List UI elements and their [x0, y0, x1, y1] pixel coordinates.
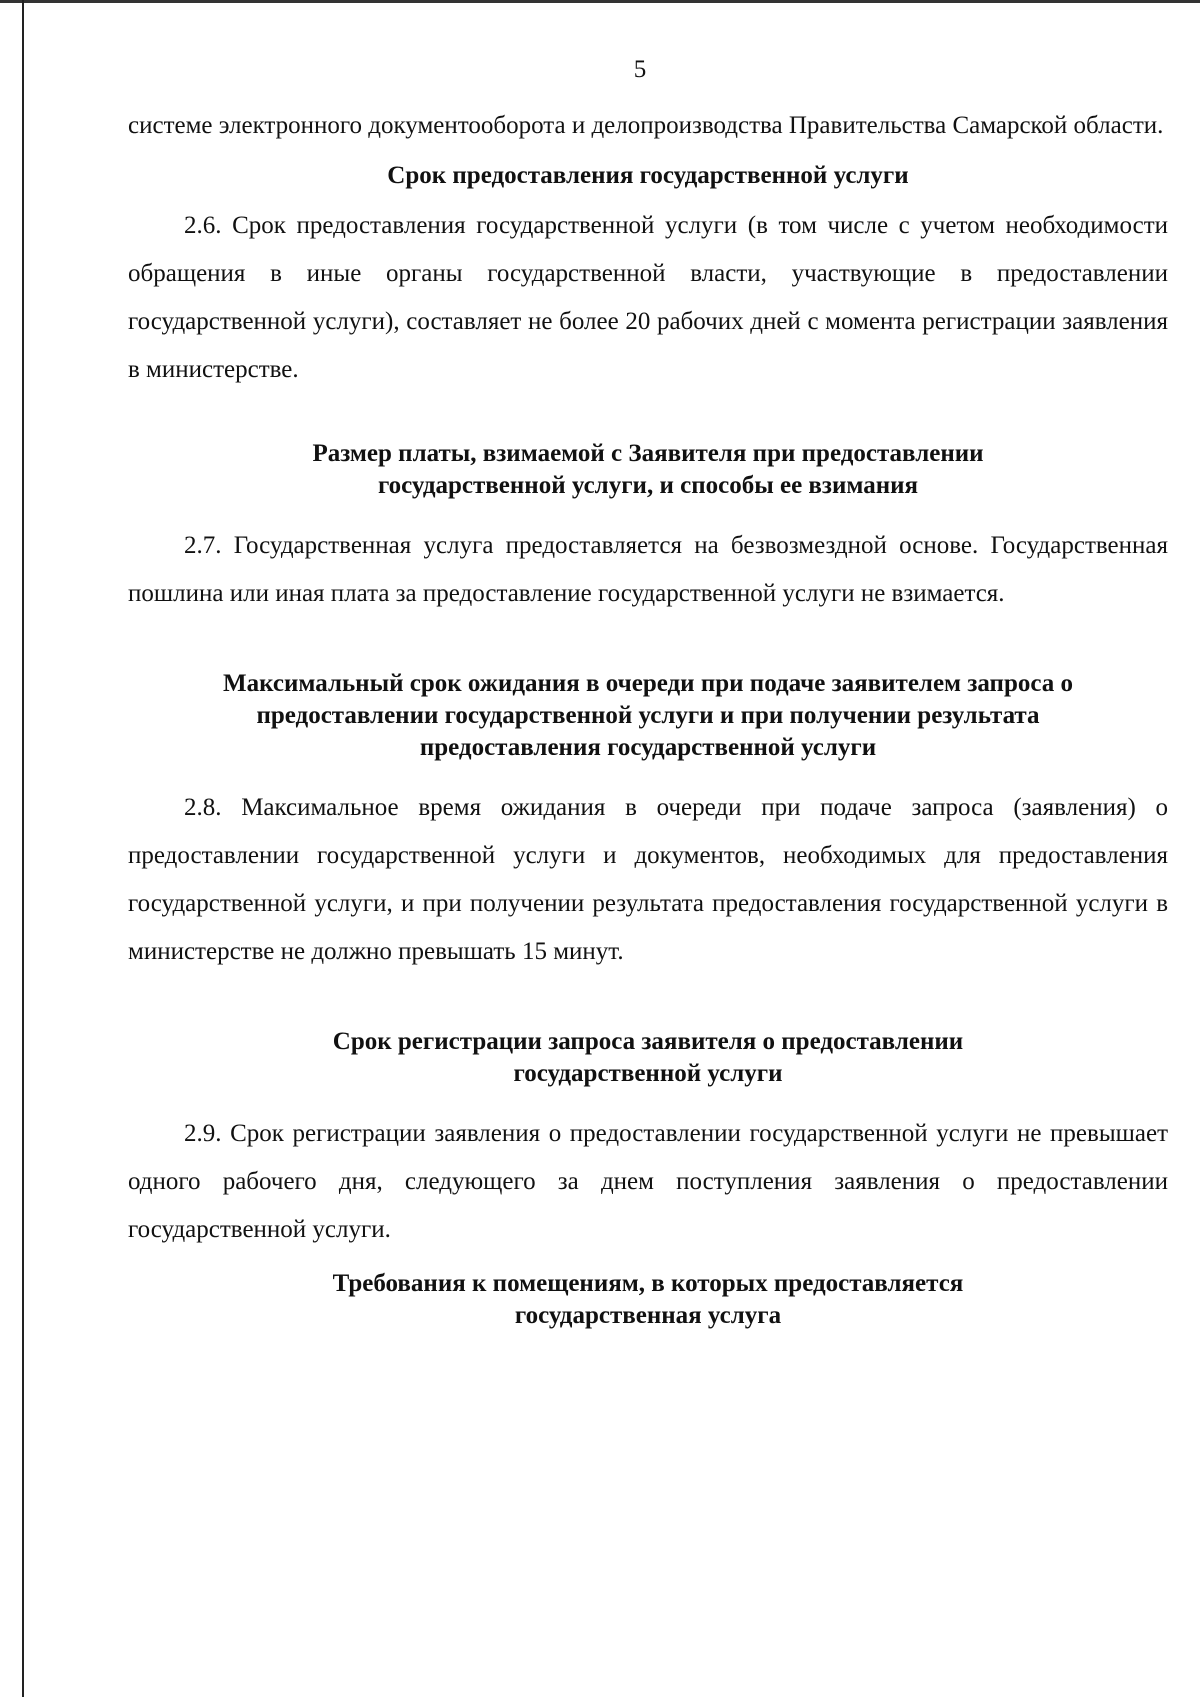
scan-edge-top — [0, 0, 1200, 3]
heading-fee-line1: Размер платы, взимаемой с Заявителя при предоставлении — [312, 440, 984, 467]
heading-queue-time-line2: предоставлении государственной услуги и при получении результата — [256, 702, 1040, 729]
scan-edge-left — [22, 0, 24, 1697]
heading-queue-time-line3: предоставления государственной услуги — [419, 734, 877, 761]
intro-paragraph: системе электронного документооборота и делопроизводства Правительства Самарской области. — [128, 112, 1164, 139]
heading-service-term: Срок предоставления государственной услуги — [387, 162, 909, 189]
paragraph-2-9: 2.9. Срок регистрации заявления о предоставлении государственной услуги не превышает одного рабочего дня, следующего за днем поступления заявления о предоставлении государственной услуги. — [128, 1120, 1168, 1243]
paragraph-2-7: 2.7. Государственная услуга предоставляется на безвозмездной основе. Государственная пошлина или иная плата за предоставление государственной услуги не взимается. — [128, 532, 1168, 607]
paragraph-2-6: 2.6. Срок предоставления государственной услуги (в том числе с учетом необходимости обращения в иные органы государственной власти, участвующие в предоставлении государственной услуги), составляет не более 20 рабочих дней с момента регистрации заявления в министерстве. — [128, 212, 1168, 383]
heading-premises-requirements — [128, 1268, 1168, 1332]
page-number: 5 — [633, 56, 647, 83]
heading-queue-time-line1: Максимальный срок ожидания в очереди при подаче заявителем запроса о — [222, 670, 1073, 697]
heading-fee-line2: государственной услуги, и способы ее взимания — [377, 472, 919, 499]
heading-queue-time — [128, 668, 1168, 764]
heading-registration-term-line1: Срок регистрации запроса заявителя о предоставлении — [332, 1028, 964, 1055]
document-body — [128, 102, 1168, 1332]
paragraph-2-8: 2.8. Максимальное время ожидания в очереди при подаче запроса (заявления) о предоставлении государственной услуги и документов, необходимых для предоставления государственной услуги, и при получении результата предоставления государственной услуги в министерстве не должно превышать 15 минут. — [128, 794, 1168, 965]
heading-registration-term — [128, 1026, 1168, 1090]
heading-registration-term-line2: государственной услуги — [513, 1060, 783, 1087]
heading-premises-requirements-line1: Требования к помещениям, в которых предоставляется — [332, 1270, 964, 1297]
heading-fee — [128, 438, 1168, 502]
heading-premises-requirements-line2: государственная услуга — [514, 1302, 782, 1329]
